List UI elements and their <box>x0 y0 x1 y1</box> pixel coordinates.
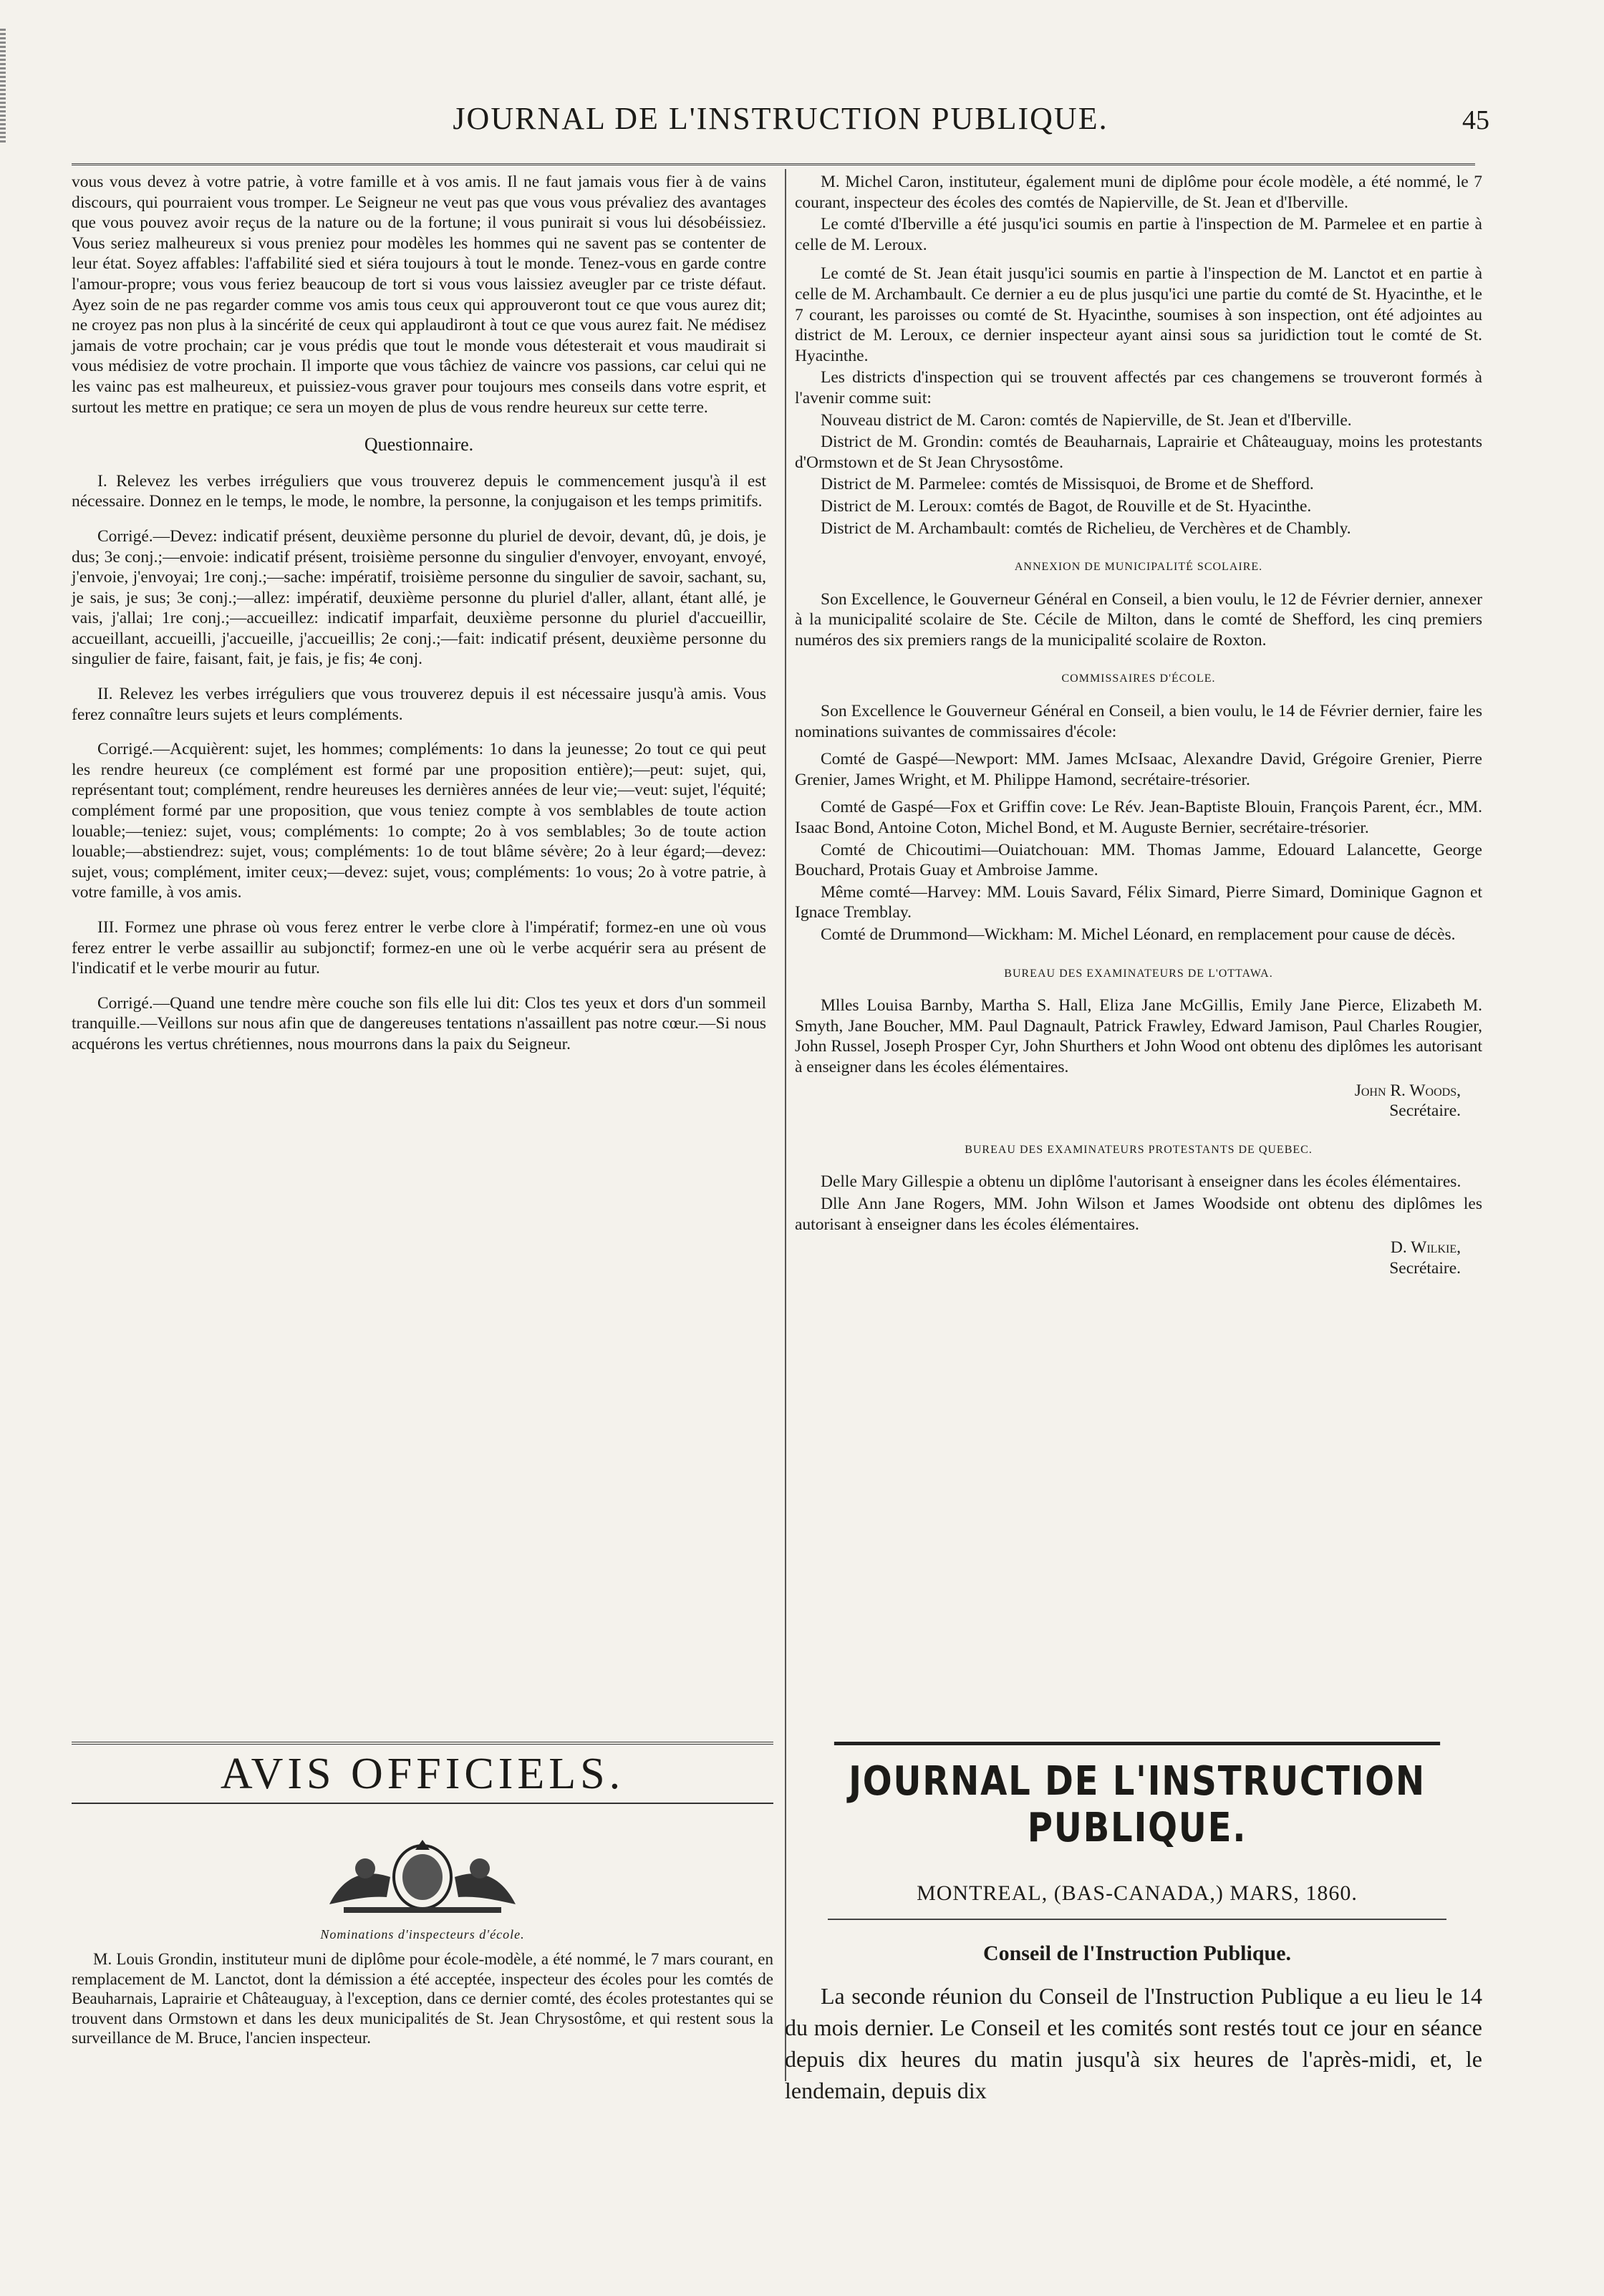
question-2: II. Relevez les verbes irréguliers que vous trouverez depuis il est nécessaire jusqu'à amis. Vous ferez connaître leurs sujets et leurs compléments. <box>72 685 766 724</box>
district-parmelee: District de M. Parmelee: comtés de Missisquoi, de Brome et de Shefford. <box>821 475 1314 494</box>
journal-dateline: MONTREAL, (BAS-CANADA,) MARS, 1860. <box>917 1881 1358 1905</box>
running-title: JOURNAL DE L'INSTRUCTION PUBLIQUE. <box>453 101 1108 136</box>
commissaires-heading: COMMISSAIRES D'ÉCOLE. <box>1061 672 1216 685</box>
grondin-nomination: M. Louis Grondin, instituteur muni de diplôme pour école-modèle, a été nommé, le 7 mars courant, en remplacement de M. Lanctot, dont la démission a été acceptée, inspecteur des écoles pour les comtés de Beauharnais, Laprairie et Châteauguay, à l'exception, dans ce dernier comté, des écoles protestantes qui se trouvent dans Ormstown et dans les deux municipalités de St. Jean Chrysostôme, et qui restent sous la surveillance de M. Bruce, l'ancien inspecteur. <box>72 1950 773 2047</box>
iberville-note: Le comté d'Iberville a été jusqu'ici soumis en partie à l'inspection de M. Parmelee et en partie à celle de M. Leroux. <box>795 215 1482 254</box>
ottawa-signer: John R. Woods, <box>1354 1081 1461 1100</box>
commissaires-wickham: Comté de Drummond—Wickham: M. Michel Léonard, en remplacement pour cause de décès. <box>821 925 1456 944</box>
quebec-text-2: Dlle Ann Jane Rogers, MM. John Wilson et James Woodside ont obtenu des diplômes les autorisant à enseigner dans les écoles élémentaires. <box>795 1194 1482 1234</box>
quebec-signer-title: Secrétaire. <box>1389 1258 1461 1278</box>
journal-masthead: JOURNAL DE L'INSTRUCTION PUBLIQUE. <box>834 1742 1440 1851</box>
commissaires-fox: Comté de Gaspé—Fox et Griffin cove: Le Rév. Jean-Baptiste Blouin, François Parent, écr., MM. Isaac Bond, Antoine Coton, Michel Bond, et M. Auguste Bernier, secrétaire-trésorier. <box>795 798 1482 838</box>
nominations-heading: Nominations d'inspecteurs d'école. <box>320 1927 525 1942</box>
answer-1: Corrigé.—Devez: indicatif présent, deuxième personne du pluriel de devoir, devant, dû, je dois, je dus; 3e conj.;—envoie: indicatif présent, troisième personne du singulier d'envoyer, envoyant, envoyé, j'envoie, j'envoyai; 1re conj.;—sache: impératif, troisième personne du singulier de savoir, sachant, su, je sais, je sus; 3e conj.;—allez: impératif, deuxième personne du pluriel d'aller, allant, étant allé, je vais, j'allai; 1re conj.;—accueillez: indicatif imparfait, deuxième personne du pluriel d'accueillir, accueillant, accueilli, j'accueille, j'accueillis; 2e conj.;—fait: indicatif présent, deuxième personne du singulier de faire, faisant, fait, je fais, je fis; 4e conj. <box>72 526 766 669</box>
commissaires-intro: Son Excellence le Gouverneur Général en Conseil, a bien voulu, le 14 de Février dernier, faire les nominations suivantes de commissaires d'école: <box>795 702 1482 741</box>
binding-edge <box>0 29 6 143</box>
commissaires-harvey: Même comté—Harvey: MM. Louis Savard, Félix Simard, Pierre Simard, Dominique Gagnon et Ignace Tremblay. <box>795 882 1482 922</box>
page-number: 45 <box>1462 105 1489 135</box>
avis-officiels-title: AVIS OFFICIELS. <box>72 1742 773 1804</box>
question-1: I. Relevez les verbes irréguliers que vous trouverez depuis le commencement jusqu'à il est nécessaire. Donnez en le temps, le mode, le nombre, la personne, la conjugaison et les temps primitifs. <box>72 471 766 511</box>
intro-paragraph: vous vous devez à votre patrie, à votre famille et à vos amis. Il ne faut jamais vous fier à de vains discours, qui pourraient vous tromper. Le Seigneur ne veut pas que vous vous prévaliez des avantages que vous pouvez avoir reçus de la nature ou de la fortune; il vous punirait si vous lui désobéissiez. Vous seriez malheureux si vous preniez pour modèles les hommes qui ne savent pas se contenter de leur état. Soyez affables: l'affabilité sied et siéra toujours à tout le monde. Tenez-vous en garde contre l'amour-propre; vous vous feriez beaucoup de tort si vous vous laissiez aveugler par ce triste défaut. Ayez soin de ne pas regarder comme vos amis tous ceux qui approuveront tout ce que vous aurez dit; ne croyez pas non plus à la sincérité de ceux qui applaudiront à tout ce que vous aurez fait. Ne médisez jamais de votre prochain; car je vous prédis que tout le monde vous détesterait et vous maudirait si vous médisiez de votre prochain. Il importe que vous tâchiez de vaincre vos passions, car celui qui ne les vainc pas est malheureux, et puissiez-vous graver pour toujours mes conseils dans votre esprit, et surtout les mettre en pratique; ce sera un moyen de plus de vous rendre heureux sur cette terre. <box>72 173 766 417</box>
left-column <box>72 172 766 1056</box>
quebec-heading: BUREAU DES EXAMINATEURS PROTESTANTS DE QUEBEC. <box>965 1143 1313 1156</box>
annexion-heading: ANNEXION DE MUNICIPALITÉ SCOLAIRE. <box>1014 561 1263 574</box>
dateline-rule <box>828 1919 1446 1920</box>
question-3: III. Formez une phrase où vous ferez entrer le verbe clore à l'impératif; formez-en une où vous ferez entrer le verbe assaillir au subjonctif; formez-en une où le verbe acquérir sera au présent de l'indicatif et le verbe mourir au futur. <box>72 918 766 978</box>
journal-section <box>785 1742 1489 2106</box>
coat-of-arms-icon <box>72 1833 773 1919</box>
caron-nomination: M. Michel Caron, instituteur, également muni de diplôme pour école modèle, a été nommé, le 7 courant, inspecteur des écoles des comtés de Napierville, de St. Jean et d'Iberville. <box>795 173 1482 212</box>
ottawa-text: Mlles Louisa Barnby, Martha S. Hall, Eliza Jane McGillis, Emily Jane Pierce, Elizabeth M. Smyth, Jane Boucher, MM. Paul Dagnault, Patrick Frawley, Edward Jamison, Paul Charles Rougier, John Russel, Joseph Prosper Cyr, John Shurthers et John Wood ont obtenu des diplômes les autorisant à enseigner dans les écoles élémentaires. <box>795 996 1482 1076</box>
commissaires-ouiatchouan: Comté de Chicoutimi—Ouiatchouan: MM. Thomas Jamme, Edouard Lalancette, George Bouchard, Protais Guay et Ambroise Jamme. <box>795 840 1482 880</box>
st-jean-note: Le comté de St. Jean était jusqu'ici soumis en partie à l'inspection de M. Lanctot et en partie à celle de M. Archambault. Ce dernier a eu de plus jusqu'ici une partie du comté de St. Hyacinthe, et le 7 courant, les paroisses ou comté de St. Hyacinthe, soumises à son inspection, ont été adjointes au district de M. Leroux, ce dernier inspecteur ayant ainsi sous sa juridiction tout le comté de St. Hyacinthe. <box>795 264 1482 365</box>
header-rule <box>72 163 1475 165</box>
avis-officiels-section <box>72 1742 773 2048</box>
quebec-signature <box>795 1238 1461 1278</box>
ottawa-signature <box>795 1081 1461 1122</box>
district-archambault: District de M. Archambault: comtés de Richelieu, de Verchères et de Chambly. <box>821 518 1351 538</box>
right-column <box>795 172 1482 1278</box>
conseil-heading: Conseil de l'Instruction Publique. <box>982 1942 1292 1965</box>
commissaires-newport: Comté de Gaspé—Newport: MM. James McIsaac, Alexandre David, Grégoire Grenier, Pierre Grenier, James Wright, et M. Philippe Hamond, secrétaire-trésorier. <box>795 750 1482 789</box>
quebec-signer: D. Wilkie, <box>1390 1238 1461 1258</box>
conseil-paragraph: La seconde réunion du Conseil de l'Instruction Publique a eu lieu le 14 du mois dernier. Le Conseil et les comités sont restés tout ce jour en séance depuis dix heures du matin jusqu'à six heures de l'après-midi, et, le lendemain, depuis dix <box>785 1983 1482 2103</box>
quebec-text-1: Delle Mary Gillespie a obtenu un diplôme l'autorisant à enseigner dans les écoles élémentaires. <box>821 1172 1462 1192</box>
ottawa-signer-title: Secrétaire. <box>1389 1101 1461 1121</box>
questionnaire-title: Questionnaire. <box>364 434 474 455</box>
answer-3: Corrigé.—Quand une tendre mère couche son fils elle lui dit: Clos tes yeux et dors d'un sommeil tranquille.—Veillons sur nous afin que de dangereuses tentations n'assaillent pas notre cœur.—Si nous acquérons les vertus chrétiennes, nous mourrons dans la paix du Seigneur. <box>72 993 766 1053</box>
district-leroux: District de M. Leroux: comtés de Bagot, de Rouville et de St. Hyacinthe. <box>821 496 1312 516</box>
districts-intro: Les districts d'inspection qui se trouvent affectés par ces changemens se trouveront formés à l'avenir comme suit: <box>795 368 1482 407</box>
conseil-body <box>785 1980 1482 2106</box>
district-grondin: District de M. Grondin: comtés de Beauharnais, Laprairie et Châteauguay, moins les protestants d'Ormstown et de St Jean Chrysostôme. <box>795 433 1482 472</box>
nominations-body <box>72 1949 773 2048</box>
annexion-text: Son Excellence, le Gouverneur Général en Conseil, a bien voulu, le 12 de Février dernier, annexer à la municipalité scolaire de Ste. Cécile de Milton, dans le comté de Shefford, les cinq premiers numéros des six premiers rangs de la municipalité scolaire de Roxton. <box>795 589 1482 650</box>
page-header <box>72 100 1489 150</box>
answer-2: Corrigé.—Acquièrent: sujet, les hommes; compléments: 1o dans la jeunesse; 2o tout ce qui peut les rendre heureux (ce complément est formé par une proposition entière);—peut: sujet, qui, représentant tout; complément, rendre heureuses les dernières années de leur vie;—veut: sujet, l'équité; complément formé par une proposition, que vous teniez compte à vos semblables de toute action louable;—teniez: sujet, vous; compléments: 1o compte; 2o à vos semblables; 3o de toute action louable;—abstiendrez: sujet, vous; compléments: 1o de tout blâme sévère; 2o à leur égard;—devez: sujet, vous; complément, imiter ceux;—devez: sujet, vous; compléments: 1o vous; 2o à votre patrie, à votre famille, à vos amis. <box>72 740 766 902</box>
ottawa-heading: BUREAU DES EXAMINATEURS DE L'OTTAWA. <box>1004 967 1273 980</box>
district-caron: Nouveau district de M. Caron: comtés de Napierville, de St. Jean et d'Iberville. <box>821 410 1352 430</box>
